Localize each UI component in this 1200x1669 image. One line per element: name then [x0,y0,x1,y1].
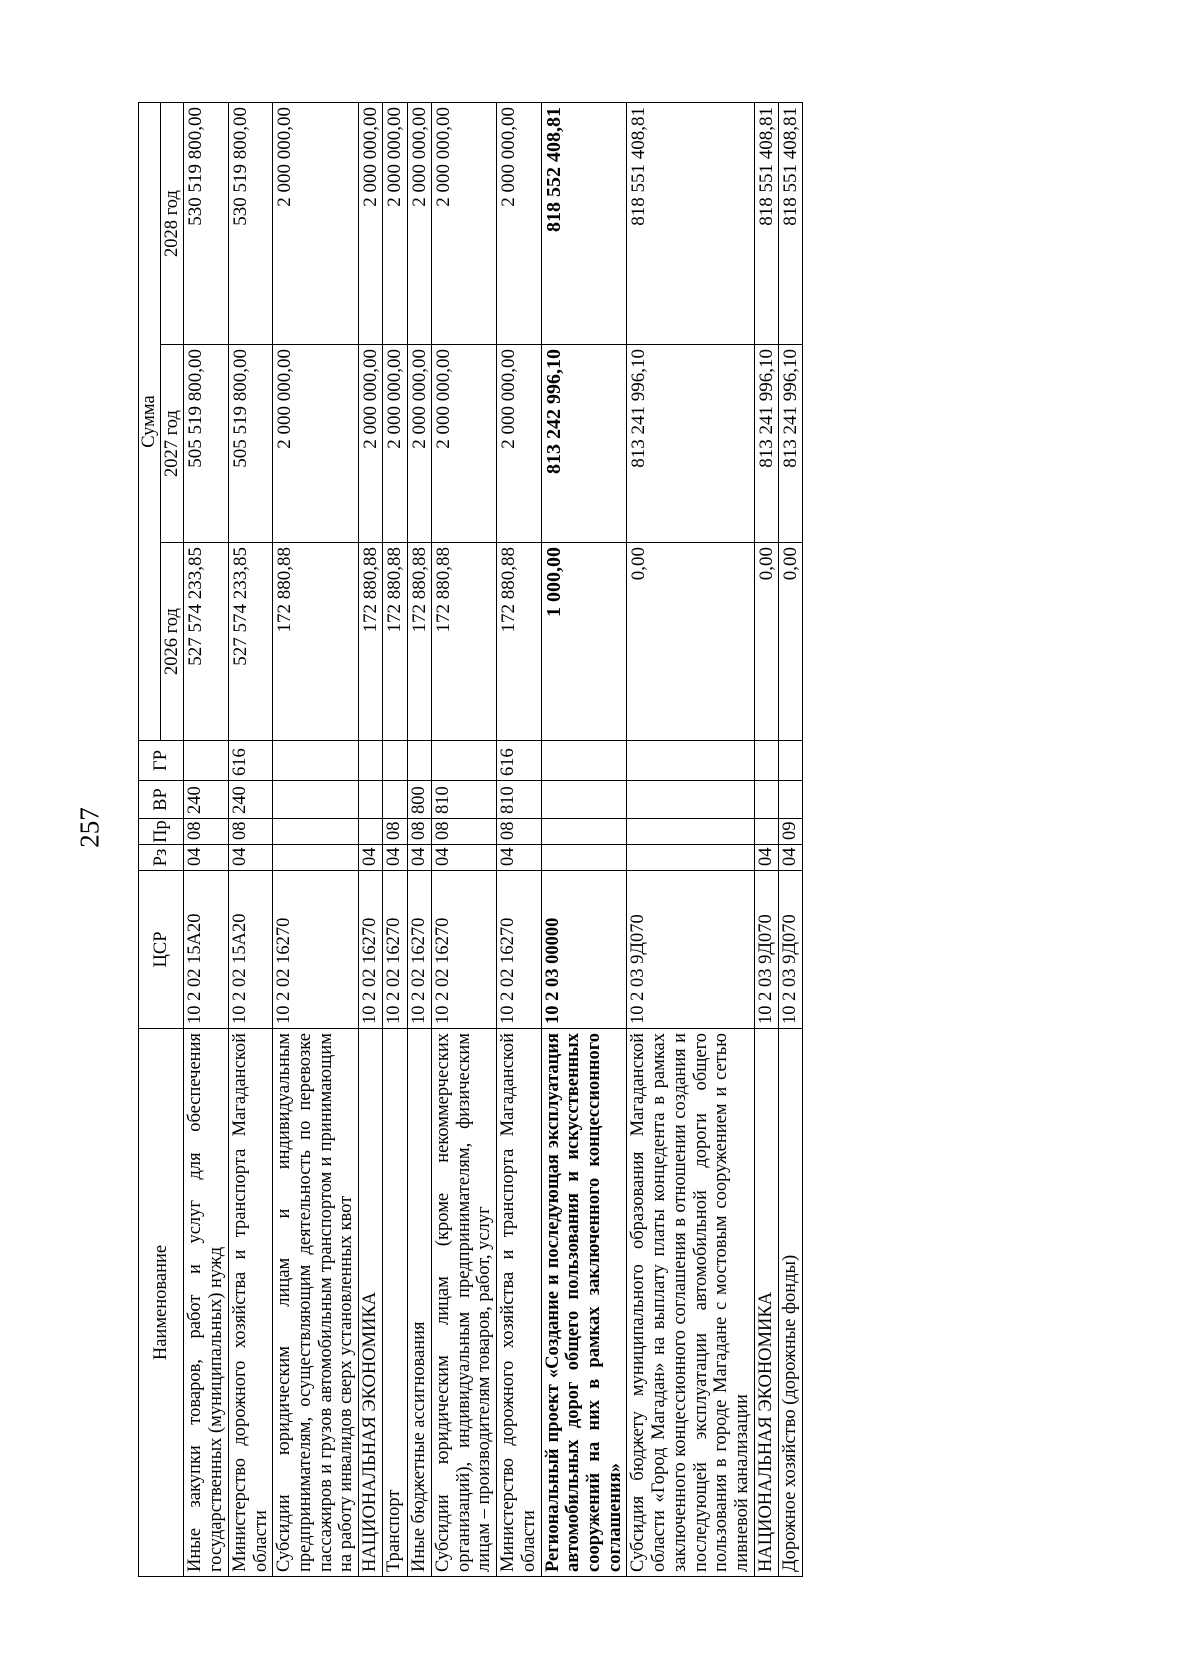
row-rz: 04 [497,845,541,871]
header-vr: ВР [139,781,184,819]
row-sum-2027: 813 242 996,10 [541,345,627,543]
row-sum-2026: 172 880,88 [383,543,407,741]
row-csr: 10 2 03 9Д070 [754,871,778,1029]
row-sum-2027: 2 000 000,00 [407,345,431,543]
row-vr: 240 [228,781,272,819]
row-rz [273,845,359,871]
row-sum-2026: 172 880,88 [273,543,359,741]
row-sum-2028: 818 551 408,81 [627,103,754,345]
row-sum-2027: 2 000 000,00 [359,345,383,543]
row-gr [273,741,359,781]
row-sum-2028: 818 551 408,81 [779,103,803,345]
row-rz: 04 [431,845,496,871]
table-row [627,103,754,1577]
table-row [228,103,272,1577]
row-sum-2027: 505 519 800,00 [184,345,228,543]
row-sum-2026: 0,00 [627,543,754,741]
row-vr: 240 [184,781,228,819]
row-sum-2028: 2 000 000,00 [383,103,407,345]
row-gr: 616 [228,741,272,781]
row-gr [779,741,803,781]
row-sum-2026: 172 880,88 [407,543,431,741]
row-sum-2026: 172 880,88 [497,543,541,741]
row-sum-2027: 813 241 996,10 [779,345,803,543]
row-vr [754,781,778,819]
row-pr [627,819,754,845]
page-number: 257 [74,807,105,848]
header-gr: ГР [139,741,184,781]
table-row [359,103,383,1577]
row-rz: 04 [779,845,803,871]
row-pr: 08 [431,819,496,845]
row-pr: 08 [497,819,541,845]
row-name: Иные бюджетные ассигнования [407,1029,431,1577]
row-csr: 10 2 02 16270 [359,871,383,1029]
row-name: Субсидии юридическим лицам и индивидуальным предпринимателям, осуществляющим деятельность по перевозке пассажиров и грузов автомобильным транспортом и принимающим на работу инвалидов сверх установленных квот [273,1029,359,1577]
row-csr: 10 2 02 15А20 [184,871,228,1029]
row-csr: 10 2 02 16270 [383,871,407,1029]
row-name: Субсидия бюджету муниципального образования Магаданской области «Город Магадан» на выплату платы концедента в рамках заключенного концессионного соглашения в отношении создания и последующей эксплуатации автомобильной дороги общего пользования в городе Магадане с мостовым сооружением и сетью ливневой канализации [627,1029,754,1577]
row-gr [407,741,431,781]
row-name: Дорожное хозяйство (дорожные фонды) [779,1029,803,1577]
row-vr: 800 [407,781,431,819]
row-rz [627,845,754,871]
row-gr [541,741,627,781]
row-rz: 04 [359,845,383,871]
row-pr: 09 [779,819,803,845]
row-name: Иные закупки товаров, работ и услуг для обеспечения государственных (муниципальных) нужд [184,1029,228,1577]
row-gr [754,741,778,781]
row-vr [627,781,754,819]
row-sum-2028: 2 000 000,00 [407,103,431,345]
row-gr [359,741,383,781]
row-name: Региональный проект «Создание и последующая эксплуатация автомобильных дорог общего пользования и искусственных сооружений на них в рамках заключенного концессионного соглашения» [541,1029,627,1577]
row-rz: 04 [754,845,778,871]
row-gr [383,741,407,781]
table-row [541,103,627,1577]
row-sum-2026: 172 880,88 [359,543,383,741]
row-sum-2026: 172 880,88 [431,543,496,741]
row-rz: 04 [383,845,407,871]
rotated-table-area [138,103,1033,1577]
row-pr: 08 [407,819,431,845]
table-row [407,103,431,1577]
row-rz: 04 [407,845,431,871]
table-row [431,103,496,1577]
row-pr: 08 [383,819,407,845]
row-sum-2028: 2 000 000,00 [359,103,383,345]
row-gr [627,741,754,781]
table-row [779,103,803,1577]
row-sum-2028: 2 000 000,00 [497,103,541,345]
row-sum-2026: 527 574 233,85 [228,543,272,741]
table-row [754,103,778,1577]
row-vr [383,781,407,819]
row-name: НАЦИОНАЛЬНАЯ ЭКОНОМИКА [754,1029,778,1577]
row-sum-2026: 0,00 [754,543,778,741]
row-csr: 10 2 03 9Д070 [779,871,803,1029]
row-rz [541,845,627,871]
row-vr [779,781,803,819]
row-gr [431,741,496,781]
row-name: НАЦИОНАЛЬНАЯ ЭКОНОМИКА [359,1029,383,1577]
row-sum-2026: 527 574 233,85 [184,543,228,741]
row-csr: 10 2 03 9Д070 [627,871,754,1029]
row-pr: 08 [184,819,228,845]
row-gr [184,741,228,781]
row-sum-2028: 530 519 800,00 [228,103,272,345]
header-year-2026: 2026 год [160,543,184,741]
row-vr: 810 [431,781,496,819]
row-name: Транспорт [383,1029,407,1577]
row-pr [541,819,627,845]
row-sum-2027: 2 000 000,00 [383,345,407,543]
row-sum-2027: 2 000 000,00 [273,345,359,543]
row-csr: 10 2 03 00000 [541,871,627,1029]
row-name: Субсидии юридическим лицам (кроме некоммерческих организаций), индивидуальным предпринимателям, физическим лицам – производителям товаров, работ, услуг [431,1029,496,1577]
row-csr: 10 2 02 16270 [407,871,431,1029]
row-sum-2026: 1 000,00 [541,543,627,741]
row-csr: 10 2 02 16270 [497,871,541,1029]
row-sum-2027: 2 000 000,00 [431,345,496,543]
row-rz: 04 [228,845,272,871]
row-sum-2026: 0,00 [779,543,803,741]
row-pr: 08 [228,819,272,845]
header-year-2027: 2027 год [160,345,184,543]
row-pr [359,819,383,845]
table-row [273,103,359,1577]
row-pr [754,819,778,845]
row-vr [541,781,627,819]
row-gr: 616 [497,741,541,781]
header-rz: Рз [139,845,184,871]
table-body [184,103,803,1577]
row-sum-2027: 505 519 800,00 [228,345,272,543]
budget-table [138,102,803,1577]
row-csr: 10 2 02 15А20 [228,871,272,1029]
row-sum-2027: 813 241 996,10 [754,345,778,543]
header-csr: ЦСР [139,871,184,1029]
table-row [184,103,228,1577]
row-csr: 10 2 02 16270 [431,871,496,1029]
row-vr: 810 [497,781,541,819]
header-name: Наименование [139,1029,184,1577]
row-vr [273,781,359,819]
row-sum-2028: 530 519 800,00 [184,103,228,345]
row-sum-2027: 813 241 996,10 [627,345,754,543]
row-sum-2027: 2 000 000,00 [497,345,541,543]
table-row [383,103,407,1577]
row-sum-2028: 2 000 000,00 [273,103,359,345]
row-pr [273,819,359,845]
header-year-2028: 2028 год [160,103,184,345]
table-row [497,103,541,1577]
row-sum-2028: 818 551 408,81 [754,103,778,345]
row-sum-2028: 2 000 000,00 [431,103,496,345]
row-vr [359,781,383,819]
row-sum-2028: 818 552 408,81 [541,103,627,345]
row-csr: 10 2 02 16270 [273,871,359,1029]
header-sum: Сумма [139,103,161,741]
row-name: Министерство дорожного хозяйства и транспорта Магаданской области [228,1029,272,1577]
table-rotator [138,103,1033,1577]
header-pr: Пр [139,819,184,845]
row-rz: 04 [184,845,228,871]
row-name: Министерство дорожного хозяйства и транспорта Магаданской области [497,1029,541,1577]
